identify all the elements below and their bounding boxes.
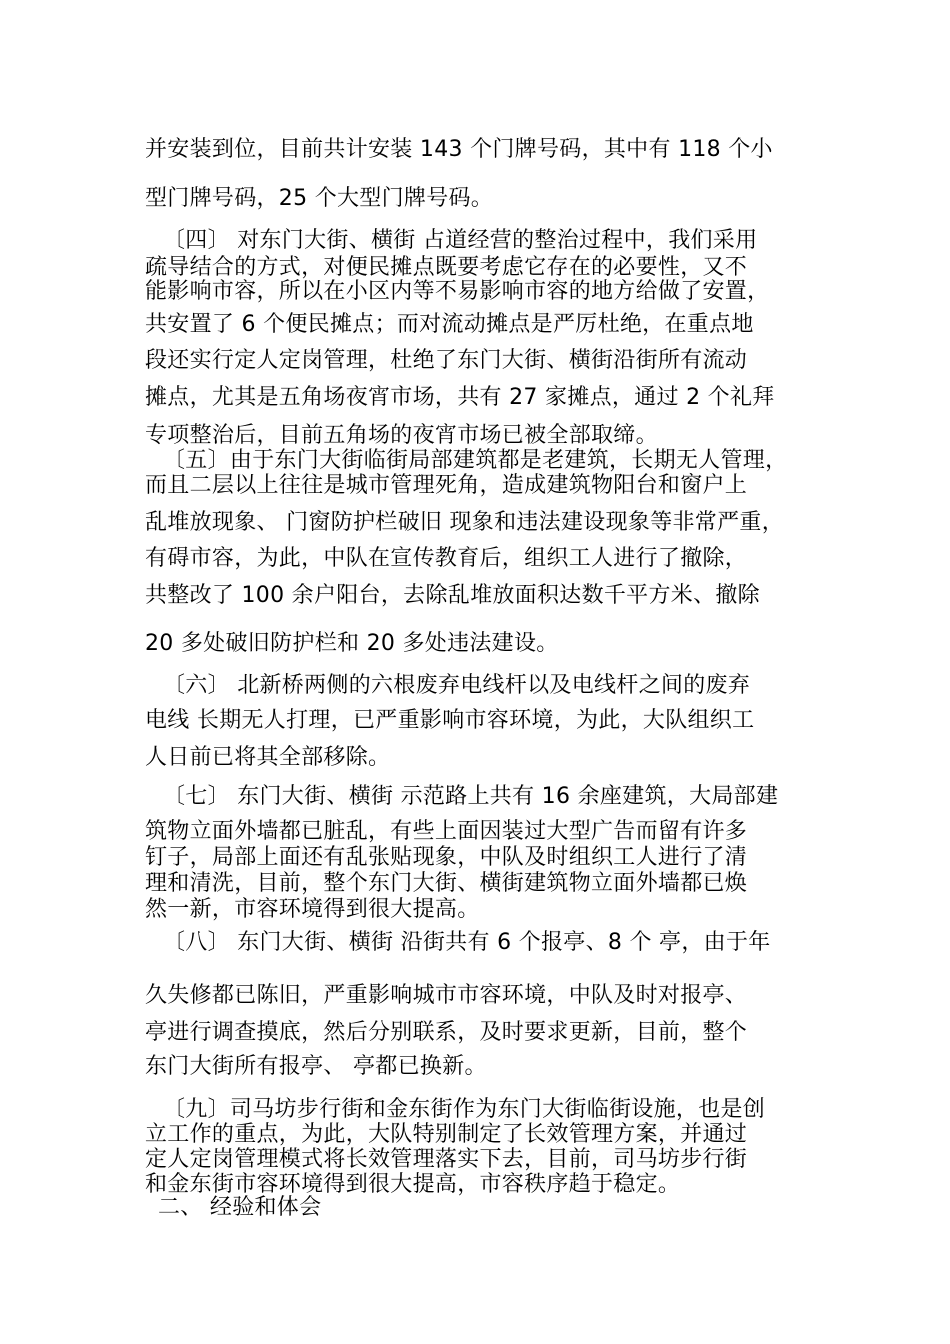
text-line: 人日前已将其全部移除。: [145, 745, 391, 770]
text-line: 然一新，市容环境得到很大提高。: [145, 897, 480, 922]
text-line: 型门牌号码，25 个大型门牌号码。: [145, 186, 494, 211]
text-line: 筑物立面外墙都已脏乱，有些上面因装过大型广告而留有许多: [145, 819, 748, 844]
text-line: 共安置了 6 个便民摊点；而对流动摊点是严厉杜绝，在重点地: [145, 312, 754, 337]
paragraph-5-start: 〔五〕由于东门大街临街局部建筑都是老建筑，长期无人管理，: [163, 448, 788, 473]
paragraph-7-start: 〔七〕 东门大街、横街 示范路上共有 16 余座建筑，大局部建: [163, 784, 779, 809]
text-line: 而且二层以上往往是城市管理死角，造成建筑物阳台和窗户上: [145, 473, 748, 498]
text-line: 立工作的重点，为此，大队特别制定了长效管理方案，并通过: [145, 1122, 748, 1147]
text-line: 专项整治后，目前五角场的夜宵市场已被全部取缔。: [145, 423, 658, 448]
text-line: 段还实行定人定岗管理，杜绝了东门大街、横街沿街所有流动: [145, 348, 748, 373]
paragraph-8-start: 〔八〕 东门大街、横街 沿街共有 6 个报亭、8 个 亭，由于年: [163, 930, 771, 955]
text-line: 能影响市容，所以在小区内等不易影响市容的地方给做了安置，: [145, 279, 770, 304]
text-line: 疏导结合的方式，对便民摊点既要考虑它存在的必要性，又不: [145, 255, 748, 280]
section-heading: 二、 经验和体会: [158, 1195, 322, 1220]
text-line: 定人定岗管理模式将长效管理落实下去，目前，司马坊步行街: [145, 1147, 748, 1172]
paragraph-4-start: 〔四〕 对东门大街、横街 占道经营的整治过程中，我们采用: [163, 228, 758, 253]
text-line: 和金东街市容环境得到很大提高，市容秩序趋于稳定。: [145, 1172, 681, 1197]
paragraph-9-start: 〔九〕司马坊步行街和金东街作为东门大街临街设施，也是创: [163, 1097, 766, 1122]
text-line: 共整改了 100 余户阳台，去除乱堆放面积达数千平方米、撤除: [145, 583, 760, 608]
text-line: 乱堆放现象、 门窗防护栏破旧 现象和违法建设现象等非常严重，: [145, 510, 784, 535]
text-line: 钉子，局部上面还有乱张贴现象，中队及时组织工人进行了清: [145, 845, 748, 870]
paragraph-6-start: 〔六〕 北新桥两侧的六根废弃电线杆以及电线杆之间的废弃: [163, 673, 751, 698]
text-line: 亭进行调查摸底，然后分别联系，及时要求更新，目前，整个: [145, 1020, 748, 1045]
text-line: 电线 长期无人打理，已严重影响市容环境，为此，大队组织工: [145, 708, 755, 733]
text-line: 并安装到位，目前共计安装 143 个门牌号码，其中有 118 个小: [145, 137, 773, 162]
text-line: 20 多处破旧防护栏和 20 多处违法建设。: [145, 631, 559, 656]
text-line: 东门大街所有报亭、 亭都已换新。: [145, 1054, 487, 1079]
text-line: 摊点，尤其是五角场夜宵市场，共有 27 家摊点，通过 2 个礼拜: [145, 385, 775, 410]
text-line: 理和清洗，目前，整个东门大街、横街建筑物立面外墙都已焕: [145, 871, 748, 896]
text-line: 久失修都已陈旧，严重影响城市市容环境，中队及时对报亭、: [145, 983, 748, 1008]
text-line: 有碍市容，为此，中队在宣传教育后，组织工人进行了撤除，: [145, 546, 748, 571]
